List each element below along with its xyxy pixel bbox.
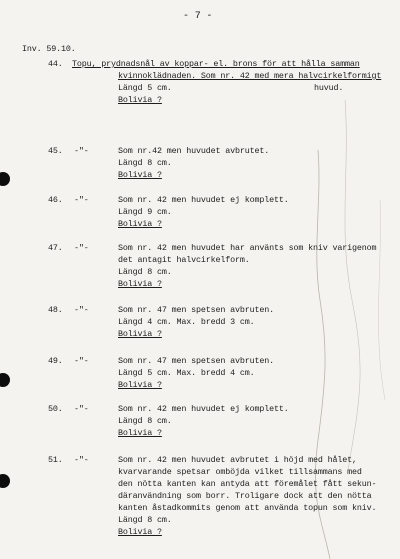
entry-origin: Bolivia ? <box>118 95 162 105</box>
entry-origin: Bolivia ? <box>118 279 162 289</box>
entry-origin: Bolivia ? <box>118 380 162 390</box>
entry-origin: Bolivia ? <box>118 527 162 537</box>
entry-number: 46. <box>48 195 63 205</box>
entry-description-emphasis: kvinnoklädnaden. Som nr. 42 med mera halvcirkelformigt <box>118 71 382 81</box>
entry-number: 50. <box>48 404 63 414</box>
entry-number: 49. <box>48 356 63 366</box>
entry-number: 45. <box>48 146 63 156</box>
punch-hole <box>0 172 10 186</box>
entry-length: Längd 9 cm. <box>118 207 172 217</box>
punch-hole <box>0 474 10 488</box>
entry-description-line: huvud. <box>314 83 344 93</box>
entry-ditto-mark: -"- <box>74 455 89 465</box>
punch-hole <box>0 373 10 387</box>
entry-ditto-mark: -"- <box>74 146 89 156</box>
entry-origin: Bolivia ? <box>118 219 162 229</box>
entry-ditto-mark: -"- <box>74 356 89 366</box>
entry-description-line: kanten åstadkommits genom att använda topun som kniv. <box>118 503 377 513</box>
entry-ditto-mark: -"- <box>74 305 89 315</box>
entry-length: Längd 5 cm. <box>118 83 172 93</box>
entry-description-line: den nötta kanten kan antyda att föremålet fått sekun- <box>118 479 377 489</box>
entry-length: Längd 8 cm. <box>118 515 172 525</box>
entry-description-line: Som nr. 42 men huvudet avbrutet i höjd med hålet, <box>118 455 357 465</box>
entry-length: Längd 8 cm. <box>118 158 172 168</box>
entry-ditto-mark: -"- <box>74 243 89 253</box>
entry-number: 51. <box>48 455 63 465</box>
entry-length: Längd 8 cm. <box>118 267 172 277</box>
entry-description-line: det antagit halvcirkelform. <box>118 255 250 265</box>
entry-length: Längd 5 cm. Max. bredd 4 cm. <box>118 368 255 378</box>
page-number: - 7 - <box>183 11 213 22</box>
entry-description-line: kvarvarande spetsar omböjda vilket tillsammans med <box>118 467 362 477</box>
entry-description-line: däranvändning som borr. Troligare dock att den nötta <box>118 491 372 501</box>
entry-origin: Bolivia ? <box>118 428 162 438</box>
entry-description-line: Som nr.42 men huvudet avbrutet. <box>118 146 270 156</box>
entry-description-line: Som nr. 47 men spetsen avbruten. <box>118 305 275 315</box>
entry-length: Längd 8 cm. <box>118 416 172 426</box>
entry-description-line: Som nr. 42 men huvudet ej komplett. <box>118 404 289 414</box>
entry-ditto-mark: -"- <box>74 404 89 414</box>
entry-description-line: Som nr. 42 men huvudet har använts som kniv varigenom <box>118 243 377 253</box>
entry-length: Längd 4 cm. Max. bredd 3 cm. <box>118 317 255 327</box>
entry-number: 47. <box>48 243 63 253</box>
inventory-number: Inv. 59.10. <box>22 44 76 54</box>
entry-description-line: Som nr. 42 men huvudet ej komplett. <box>118 195 289 205</box>
entry-origin: Bolivia ? <box>118 170 162 180</box>
entry-ditto-mark: -"- <box>74 195 89 205</box>
entry-number: 48. <box>48 305 63 315</box>
entry-description-line <box>118 71 381 81</box>
entry-origin: Bolivia ? <box>118 329 162 339</box>
entry-description-line: Som nr. 47 men spetsen avbruten. <box>118 356 275 366</box>
entry-number: 44. <box>48 59 63 69</box>
entry-description-line: Topu, prydnadsnål av koppar- el. brons för att hålla samman <box>72 59 360 69</box>
